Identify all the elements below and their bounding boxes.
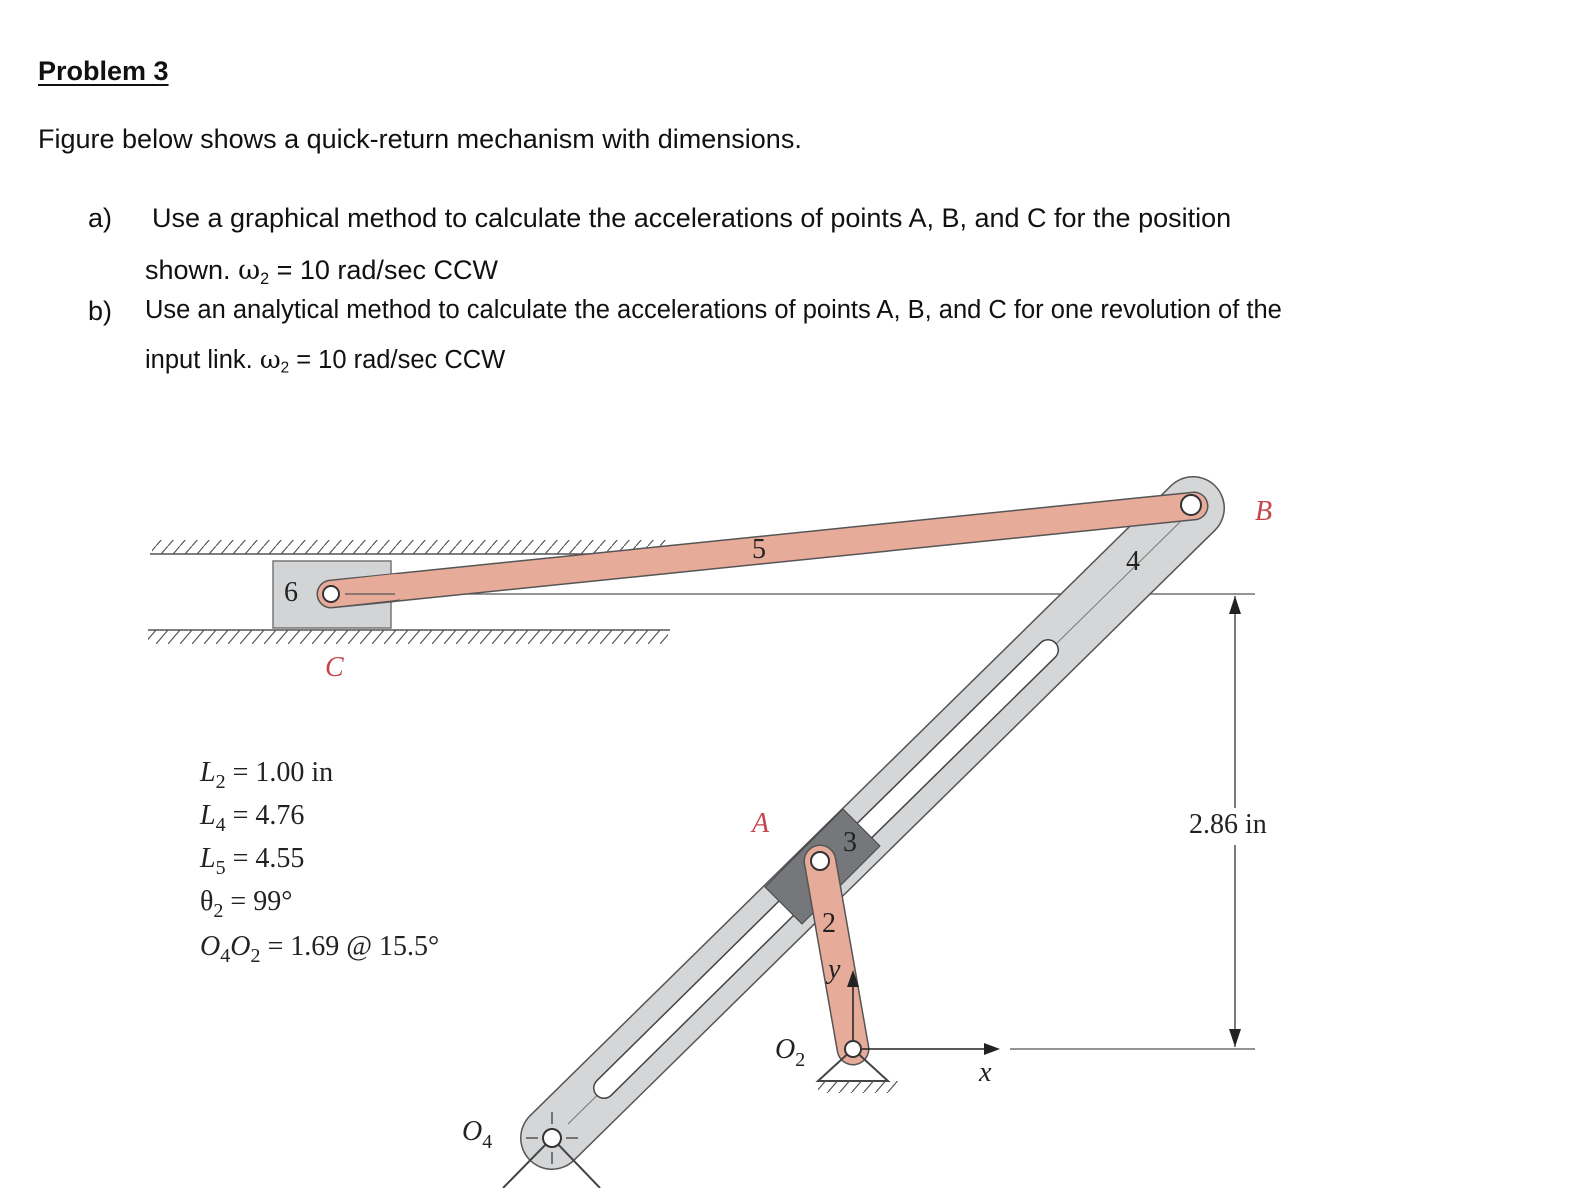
question-a-line1: Use a graphical method to calculate the accelerations of points A, B, and C for the position bbox=[152, 203, 1232, 233]
label-c: C bbox=[325, 652, 344, 683]
label-o4-letter: O bbox=[462, 1116, 483, 1147]
pin-o2 bbox=[845, 1041, 861, 1057]
question-b-line2 bbox=[145, 345, 505, 375]
question-b-line1: Use an analytical method to calculate the accelerations of points A, B, and C for one revolution of the bbox=[145, 296, 1282, 324]
label-link-6: 6 bbox=[284, 577, 298, 608]
label-link-5: 5 bbox=[752, 534, 766, 565]
dim-l5: $L_5 = 4.55$ bbox=[200, 843, 305, 879]
pin-c bbox=[323, 586, 339, 602]
label-o4-subscript: 4 bbox=[482, 1131, 493, 1153]
omega-symbol: ω bbox=[259, 345, 281, 375]
link-4-rocker bbox=[552, 508, 1193, 1138]
omega-subscript: 2 bbox=[260, 269, 270, 288]
label-o2-subscript: 2 bbox=[795, 1049, 806, 1071]
label-x-axis: x bbox=[979, 1057, 992, 1088]
dim-l2: $L_2 = 1.00$ in bbox=[200, 757, 334, 793]
problem-title: Problem 3 bbox=[38, 56, 169, 86]
dim-o4o2: $O_4O_2 = 1.69$ @ 15.5° bbox=[200, 931, 440, 967]
question-b-line2-pre: input link. bbox=[145, 346, 260, 374]
dimension-arrow-top bbox=[1229, 596, 1241, 614]
label-o2 bbox=[775, 1034, 805, 1071]
x-axis-arrow bbox=[984, 1043, 1000, 1055]
lower-ground-hatch bbox=[148, 630, 668, 644]
dimension-list bbox=[199, 757, 439, 967]
label-a: A bbox=[752, 808, 770, 839]
label-link-4: 4 bbox=[1126, 546, 1140, 577]
pin-b bbox=[1181, 495, 1201, 515]
problem-intro: Figure below shows a quick-return mechanism with dimensions. bbox=[38, 124, 802, 154]
quick-return-mechanism-figure bbox=[0, 440, 1588, 1188]
question-b-label: b) bbox=[88, 296, 113, 326]
question-a-line2 bbox=[145, 255, 498, 286]
omega-symbol: ω bbox=[238, 255, 261, 286]
question-a-line2-pre: shown. bbox=[145, 255, 239, 285]
dimension-arrow-bottom bbox=[1229, 1029, 1241, 1047]
upper-ground-hatch bbox=[152, 540, 672, 554]
question-b-omega-value: = 10 rad/sec CCW bbox=[289, 346, 506, 374]
question-a-omega-value: = 10 rad/sec CCW bbox=[269, 255, 498, 285]
label-link-2: 2 bbox=[822, 908, 836, 939]
dim-theta2: $\theta_2 = 99^\circ$ bbox=[200, 886, 293, 922]
label-y-axis: y bbox=[828, 954, 841, 985]
omega-subscript: 2 bbox=[280, 359, 290, 377]
dim-l4: $L_4 = 4.76$ bbox=[200, 800, 305, 836]
label-o2-letter: O bbox=[775, 1034, 796, 1065]
coordinate-axes bbox=[847, 970, 1255, 1055]
label-link-3: 3 bbox=[843, 827, 857, 858]
label-height-dimension: 2.86 in bbox=[1189, 809, 1267, 840]
question-a-label: a) bbox=[88, 203, 113, 233]
label-b: B bbox=[1255, 496, 1273, 527]
pin-a bbox=[811, 852, 829, 870]
label-o4 bbox=[462, 1116, 492, 1153]
